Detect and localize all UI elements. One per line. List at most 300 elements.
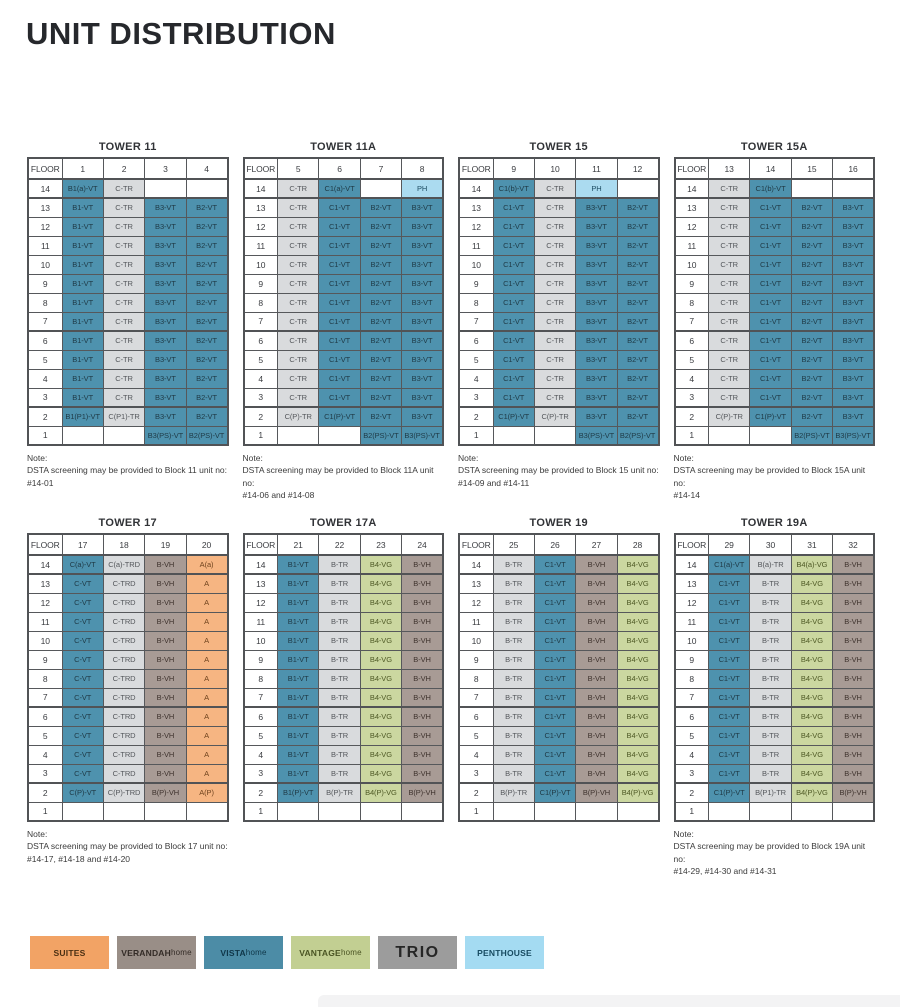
stack-column-header: 32 — [833, 534, 874, 555]
floor-number: 13 — [675, 574, 709, 593]
floor-number: 8 — [244, 293, 278, 312]
unit-cell: B-VH — [145, 726, 186, 745]
unit-cell: B4(a)-VG — [791, 555, 832, 574]
stack-column-header: 31 — [791, 534, 832, 555]
unit-cell: B3-VT — [145, 312, 186, 331]
unit-cell: C-VT — [62, 745, 103, 764]
unit-cell: B3-VT — [576, 369, 617, 388]
unit-cell: C-TRD — [103, 593, 144, 612]
floor-row-2 — [28, 783, 228, 802]
unit-cell: C1-VT — [493, 274, 534, 293]
stack-column-header: 20 — [186, 534, 227, 555]
floor-number: 7 — [244, 688, 278, 707]
floor-number: 5 — [675, 726, 709, 745]
unit-cell: A — [186, 631, 227, 650]
unit-cell: B3(PS)-VT — [145, 426, 186, 445]
tower-19 — [458, 517, 660, 877]
floor-number: 5 — [244, 726, 278, 745]
unit-cell: B2-VT — [360, 274, 401, 293]
floor-number: 6 — [459, 707, 493, 726]
floor-row-9 — [244, 650, 444, 669]
unit-cell: B1-VT — [278, 555, 319, 574]
unit-cell: C1-VT — [750, 274, 791, 293]
unit-cell: B2-VT — [791, 350, 832, 369]
floor-number: 3 — [244, 388, 278, 407]
floor-number: 4 — [28, 745, 62, 764]
floor-number: 12 — [28, 593, 62, 612]
unit-cell: B2-VT — [791, 217, 832, 236]
floor-row-5 — [675, 350, 875, 369]
legend-label: VERANDAH — [121, 947, 171, 958]
floor-number: 2 — [675, 783, 709, 802]
unit-cell: B-VH — [576, 612, 617, 631]
unit-cell: C-TR — [103, 217, 144, 236]
unit-cell: B3(PS)-VT — [576, 426, 617, 445]
floor-number: 11 — [28, 612, 62, 631]
floor-number: 3 — [675, 388, 709, 407]
stack-column-header: 15 — [791, 158, 832, 179]
unit-cell: C1-VT — [493, 312, 534, 331]
unit-cell: C1-VT — [709, 745, 750, 764]
unit-cell: C-TR — [103, 350, 144, 369]
floor-number: 8 — [28, 669, 62, 688]
unit-cell: C-TR — [103, 198, 144, 217]
floor-number: 3 — [459, 388, 493, 407]
empty-cell — [576, 802, 617, 821]
floor-number: 11 — [459, 236, 493, 255]
stack-column-header: 26 — [534, 534, 575, 555]
unit-cell: A — [186, 574, 227, 593]
unit-cell: B4-VG — [360, 612, 401, 631]
unit-cell: C1-VT — [493, 255, 534, 274]
empty-cell — [402, 802, 443, 821]
unit-cell: B2(PS)-VT — [791, 426, 832, 445]
unit-cell: B-VH — [576, 555, 617, 574]
unit-cell: C-TR — [534, 236, 575, 255]
floor-number: 6 — [28, 707, 62, 726]
unit-cell: B-VH — [402, 612, 443, 631]
page-title: UNIT DISTRIBUTION — [26, 16, 336, 51]
column-header-row — [244, 158, 444, 179]
unit-cell: B1-VT — [62, 388, 103, 407]
unit-cell: C1-VT — [709, 574, 750, 593]
floor-number: 10 — [675, 255, 709, 274]
unit-cell: B2-VT — [617, 407, 658, 426]
unit-cell: B2-VT — [360, 350, 401, 369]
unit-cell: B4-VG — [360, 764, 401, 783]
unit-cell: B-VH — [576, 726, 617, 745]
floor-row-11 — [244, 612, 444, 631]
floor-row-5 — [244, 350, 444, 369]
stack-column-header: 23 — [360, 534, 401, 555]
unit-cell: B2-VT — [360, 331, 401, 350]
stack-column-header: 13 — [709, 158, 750, 179]
unit-cell: C-TR — [709, 179, 750, 198]
floor-row-6 — [459, 331, 659, 350]
unit-cell: B2-VT — [360, 293, 401, 312]
unit-cell: B2-VT — [360, 407, 401, 426]
unit-cell: C-VT — [62, 631, 103, 650]
unit-cell: B-TR — [319, 669, 360, 688]
unit-cell: B-VH — [833, 650, 874, 669]
stack-column-header: 8 — [402, 158, 443, 179]
column-header-row — [459, 534, 659, 555]
unit-cell: C-TR — [534, 369, 575, 388]
unit-cell: B1-VT — [278, 612, 319, 631]
floor-row-8 — [244, 293, 444, 312]
stack-column-header: 6 — [319, 158, 360, 179]
floor-number: 14 — [28, 179, 62, 198]
floor-row-14 — [459, 179, 659, 198]
floor-number: 10 — [675, 631, 709, 650]
floor-number: 9 — [459, 650, 493, 669]
floor-row-13 — [28, 198, 228, 217]
unit-cell: B4-VG — [617, 726, 658, 745]
unit-cell: C1-VT — [319, 217, 360, 236]
unit-cell: B-VH — [402, 688, 443, 707]
floor-number: 12 — [459, 217, 493, 236]
unit-cell: C(P)-VT — [62, 783, 103, 802]
unit-cell: B-TR — [493, 612, 534, 631]
floor-number: 1 — [28, 426, 62, 445]
empty-cell — [103, 802, 144, 821]
floor-number: 11 — [28, 236, 62, 255]
unit-cell: B4(P)-VG — [617, 783, 658, 802]
floor-number: 2 — [459, 407, 493, 426]
unit-cell: B3-VT — [833, 369, 874, 388]
unit-cell: C1(P)-VT — [534, 783, 575, 802]
floor-row-13 — [675, 574, 875, 593]
unit-cell: A — [186, 688, 227, 707]
unit-cell: B3-VT — [145, 217, 186, 236]
floor-number: 8 — [675, 669, 709, 688]
floor-row-12 — [244, 593, 444, 612]
tower-note-11A — [243, 452, 445, 501]
unit-cell: B1-VT — [62, 198, 103, 217]
floor-row-12 — [459, 593, 659, 612]
unit-cell: A — [186, 726, 227, 745]
floor-number: 12 — [675, 217, 709, 236]
unit-cell: C1-VT — [319, 312, 360, 331]
unit-cell: C-TR — [103, 312, 144, 331]
tower-15 — [458, 141, 660, 501]
unit-cell: B4-VG — [360, 688, 401, 707]
floor-row-5 — [459, 726, 659, 745]
unit-cell: A(a) — [186, 555, 227, 574]
unit-cell: C-TR — [278, 350, 319, 369]
empty-cell — [493, 426, 534, 445]
floor-number: 7 — [459, 688, 493, 707]
floor-row-7 — [459, 688, 659, 707]
unit-cell: B4-VG — [360, 631, 401, 650]
unit-cell: B-VH — [145, 612, 186, 631]
floor-number: 4 — [244, 369, 278, 388]
floor-number: 10 — [244, 631, 278, 650]
unit-cell: B2-VT — [791, 331, 832, 350]
unit-cell: C1-VT — [709, 707, 750, 726]
legend-label-suffix: home — [340, 948, 362, 957]
unit-cell: B-VH — [576, 593, 617, 612]
empty-cell — [833, 179, 874, 198]
unit-cell: C1-VT — [534, 745, 575, 764]
unit-cell: C1-VT — [750, 236, 791, 255]
unit-cell: B-VH — [402, 631, 443, 650]
note-line: Note: — [27, 453, 48, 463]
floor-number: 1 — [675, 802, 709, 821]
floor-number: 5 — [459, 726, 493, 745]
floor-row-9 — [675, 650, 875, 669]
note-line: DSTA screening may be provided to Block 11A unit no: — [242, 465, 434, 488]
floor-number: 1 — [28, 802, 62, 821]
floor-row-12 — [675, 217, 875, 236]
tower-table-19A — [674, 533, 876, 822]
stack-column-header: 27 — [576, 534, 617, 555]
legend-item-suites — [30, 936, 109, 969]
unit-cell: C(a)-TRD — [103, 555, 144, 574]
unit-cell: C-TR — [278, 274, 319, 293]
unit-cell: B3-VT — [145, 407, 186, 426]
note-line: #14-29, #14-30 and #14-31 — [673, 865, 777, 876]
floor-number: 14 — [675, 555, 709, 574]
floor-row-1 — [459, 802, 659, 821]
floor-row-3 — [28, 764, 228, 783]
stack-column-header: 22 — [319, 534, 360, 555]
empty-cell — [62, 426, 103, 445]
unit-cell: B3-VT — [402, 369, 443, 388]
empty-cell — [360, 802, 401, 821]
unit-cell: B2-VT — [617, 217, 658, 236]
tower-table-17A — [243, 533, 445, 822]
unit-cell: C-TR — [278, 312, 319, 331]
unit-cell: B-TR — [493, 574, 534, 593]
floor-row-10 — [244, 631, 444, 650]
unit-cell: B-VH — [833, 574, 874, 593]
unit-cell: B4-VG — [617, 669, 658, 688]
floor-row-7 — [244, 688, 444, 707]
unit-cell: B2-VT — [791, 312, 832, 331]
floor-number: 2 — [244, 407, 278, 426]
unit-cell: C1(b)-VT — [493, 179, 534, 198]
unit-cell: B3-VT — [145, 388, 186, 407]
floor-row-3 — [28, 388, 228, 407]
floor-row-6 — [244, 331, 444, 350]
unit-cell: C-TR — [103, 274, 144, 293]
empty-cell — [186, 802, 227, 821]
tower-17 — [27, 517, 229, 877]
unit-cell: B3-VT — [576, 407, 617, 426]
unit-cell: B-VH — [145, 745, 186, 764]
floor-row-7 — [459, 312, 659, 331]
unit-cell: C-TR — [534, 217, 575, 236]
floor-number: 5 — [675, 350, 709, 369]
stack-column-header: 19 — [145, 534, 186, 555]
legend-label: VISTA — [220, 947, 246, 958]
unit-cell: B-TR — [750, 707, 791, 726]
floor-number: 13 — [28, 574, 62, 593]
unit-cell: PH — [402, 179, 443, 198]
floor-row-3 — [244, 388, 444, 407]
unit-cell: B-VH — [402, 555, 443, 574]
floor-row-11 — [28, 236, 228, 255]
unit-cell: B2-VT — [186, 407, 227, 426]
floor-number: 4 — [244, 745, 278, 764]
unit-cell: B-VH — [145, 669, 186, 688]
unit-cell: C1-VT — [534, 593, 575, 612]
unit-cell: B4-VG — [791, 574, 832, 593]
tower-title-15A: TOWER 15A — [740, 141, 808, 153]
unit-cell: B2-VT — [186, 369, 227, 388]
unit-cell: B2-VT — [360, 369, 401, 388]
unit-cell: B3-VT — [833, 236, 874, 255]
unit-cell: B4-VG — [791, 764, 832, 783]
stack-column-header: 24 — [402, 534, 443, 555]
unit-cell: C-TR — [103, 255, 144, 274]
unit-cell: C1-VT — [709, 650, 750, 669]
legend-label-suffix: home — [170, 948, 192, 957]
empty-cell — [709, 802, 750, 821]
unit-cell: B-VH — [576, 764, 617, 783]
floor-number: 14 — [459, 179, 493, 198]
floor-row-9 — [459, 650, 659, 669]
unit-cell: B2-VT — [617, 198, 658, 217]
floor-row-12 — [675, 593, 875, 612]
floor-header: FLOOR — [28, 534, 62, 555]
unit-cell: C1-VT — [493, 198, 534, 217]
unit-type-legend — [30, 936, 544, 969]
unit-cell: B2(PS)-VT — [360, 426, 401, 445]
floor-row-3 — [675, 388, 875, 407]
floor-number: 12 — [675, 593, 709, 612]
floor-row-10 — [459, 631, 659, 650]
unit-cell: B-TR — [750, 631, 791, 650]
stack-column-header: 10 — [534, 158, 575, 179]
unit-cell: B4-VG — [791, 669, 832, 688]
unit-cell: A(P) — [186, 783, 227, 802]
unit-cell: B-TR — [493, 726, 534, 745]
towers-row-top — [27, 141, 875, 501]
unit-cell: B3-VT — [576, 312, 617, 331]
unit-cell: B2-VT — [360, 236, 401, 255]
floor-row-1 — [244, 426, 444, 445]
unit-cell: C1-VT — [709, 688, 750, 707]
tower-title-11A: TOWER 11A — [310, 141, 377, 153]
empty-cell — [278, 802, 319, 821]
unit-cell: B-VH — [145, 764, 186, 783]
floor-number: 6 — [675, 331, 709, 350]
unit-cell: B-TR — [493, 555, 534, 574]
floor-row-2 — [675, 407, 875, 426]
tower-note-15 — [458, 452, 660, 489]
empty-cell — [103, 426, 144, 445]
unit-cell: C-TRD — [103, 707, 144, 726]
stack-column-header: 17 — [62, 534, 103, 555]
floor-number: 9 — [244, 274, 278, 293]
tower-17A — [243, 517, 445, 877]
unit-cell: B3-VT — [402, 217, 443, 236]
unit-cell: B-TR — [319, 764, 360, 783]
floor-row-8 — [459, 293, 659, 312]
unit-cell: B2-VT — [617, 331, 658, 350]
floor-row-14 — [28, 555, 228, 574]
unit-cell: B4-VG — [791, 688, 832, 707]
floor-row-1 — [675, 426, 875, 445]
unit-cell: C1-VT — [709, 593, 750, 612]
floor-row-13 — [459, 574, 659, 593]
unit-cell: B4-VG — [791, 593, 832, 612]
floor-row-3 — [459, 388, 659, 407]
unit-cell: B-VH — [402, 707, 443, 726]
empty-cell — [833, 802, 874, 821]
unit-cell: B1-VT — [278, 688, 319, 707]
floor-number: 13 — [244, 198, 278, 217]
unit-cell: B3-VT — [145, 350, 186, 369]
unit-cell: B(a)-TR — [750, 555, 791, 574]
floor-row-12 — [244, 217, 444, 236]
unit-cell: C(P1)-TR — [103, 407, 144, 426]
floor-row-6 — [675, 331, 875, 350]
unit-cell: B1-VT — [278, 593, 319, 612]
empty-cell — [319, 426, 360, 445]
tower-note-17 — [27, 828, 229, 865]
legend-label: SUITES — [53, 947, 86, 958]
floor-number: 5 — [459, 350, 493, 369]
unit-cell: C-TRD — [103, 726, 144, 745]
unit-cell: B2-VT — [617, 388, 658, 407]
unit-cell: B2-VT — [791, 293, 832, 312]
floor-number: 6 — [675, 707, 709, 726]
floor-number: 1 — [459, 426, 493, 445]
unit-cell: C1-VT — [534, 726, 575, 745]
unit-cell: C-TRD — [103, 631, 144, 650]
unit-cell: B4-VG — [791, 745, 832, 764]
unit-cell: B1-VT — [278, 631, 319, 650]
floor-row-13 — [244, 198, 444, 217]
unit-cell: C-TR — [534, 255, 575, 274]
floor-number: 1 — [244, 426, 278, 445]
unit-cell: B3-VT — [145, 274, 186, 293]
unit-cell: B-TR — [319, 745, 360, 764]
unit-cell: B4-VG — [617, 612, 658, 631]
unit-cell: C-VT — [62, 593, 103, 612]
unit-cell: B-TR — [493, 631, 534, 650]
unit-cell: B-TR — [319, 631, 360, 650]
unit-cell: C1-VT — [709, 612, 750, 631]
unit-cell: C-TRD — [103, 688, 144, 707]
unit-cell: B-VH — [833, 631, 874, 650]
unit-cell: A — [186, 612, 227, 631]
unit-cell: C1-VT — [709, 764, 750, 783]
unit-cell: B-VH — [145, 574, 186, 593]
unit-cell: C1(a)-VT — [709, 555, 750, 574]
unit-cell: B1-VT — [62, 217, 103, 236]
unit-cell: B1-VT — [278, 669, 319, 688]
tower-title-17: TOWER 17 — [98, 517, 157, 529]
unit-cell: B-TR — [319, 574, 360, 593]
unit-cell: C-TR — [278, 255, 319, 274]
unit-cell: B1-VT — [62, 369, 103, 388]
floor-row-11 — [28, 612, 228, 631]
unit-cell: B4-VG — [360, 574, 401, 593]
unit-cell: B-TR — [319, 650, 360, 669]
floor-row-14 — [244, 179, 444, 198]
unit-cell: B2-VT — [186, 388, 227, 407]
floor-row-3 — [675, 764, 875, 783]
unit-cell: C-TR — [534, 388, 575, 407]
unit-cell: C1-VT — [750, 312, 791, 331]
note-line: Note: — [242, 453, 263, 463]
floor-number: 11 — [459, 612, 493, 631]
floor-number: 12 — [244, 217, 278, 236]
